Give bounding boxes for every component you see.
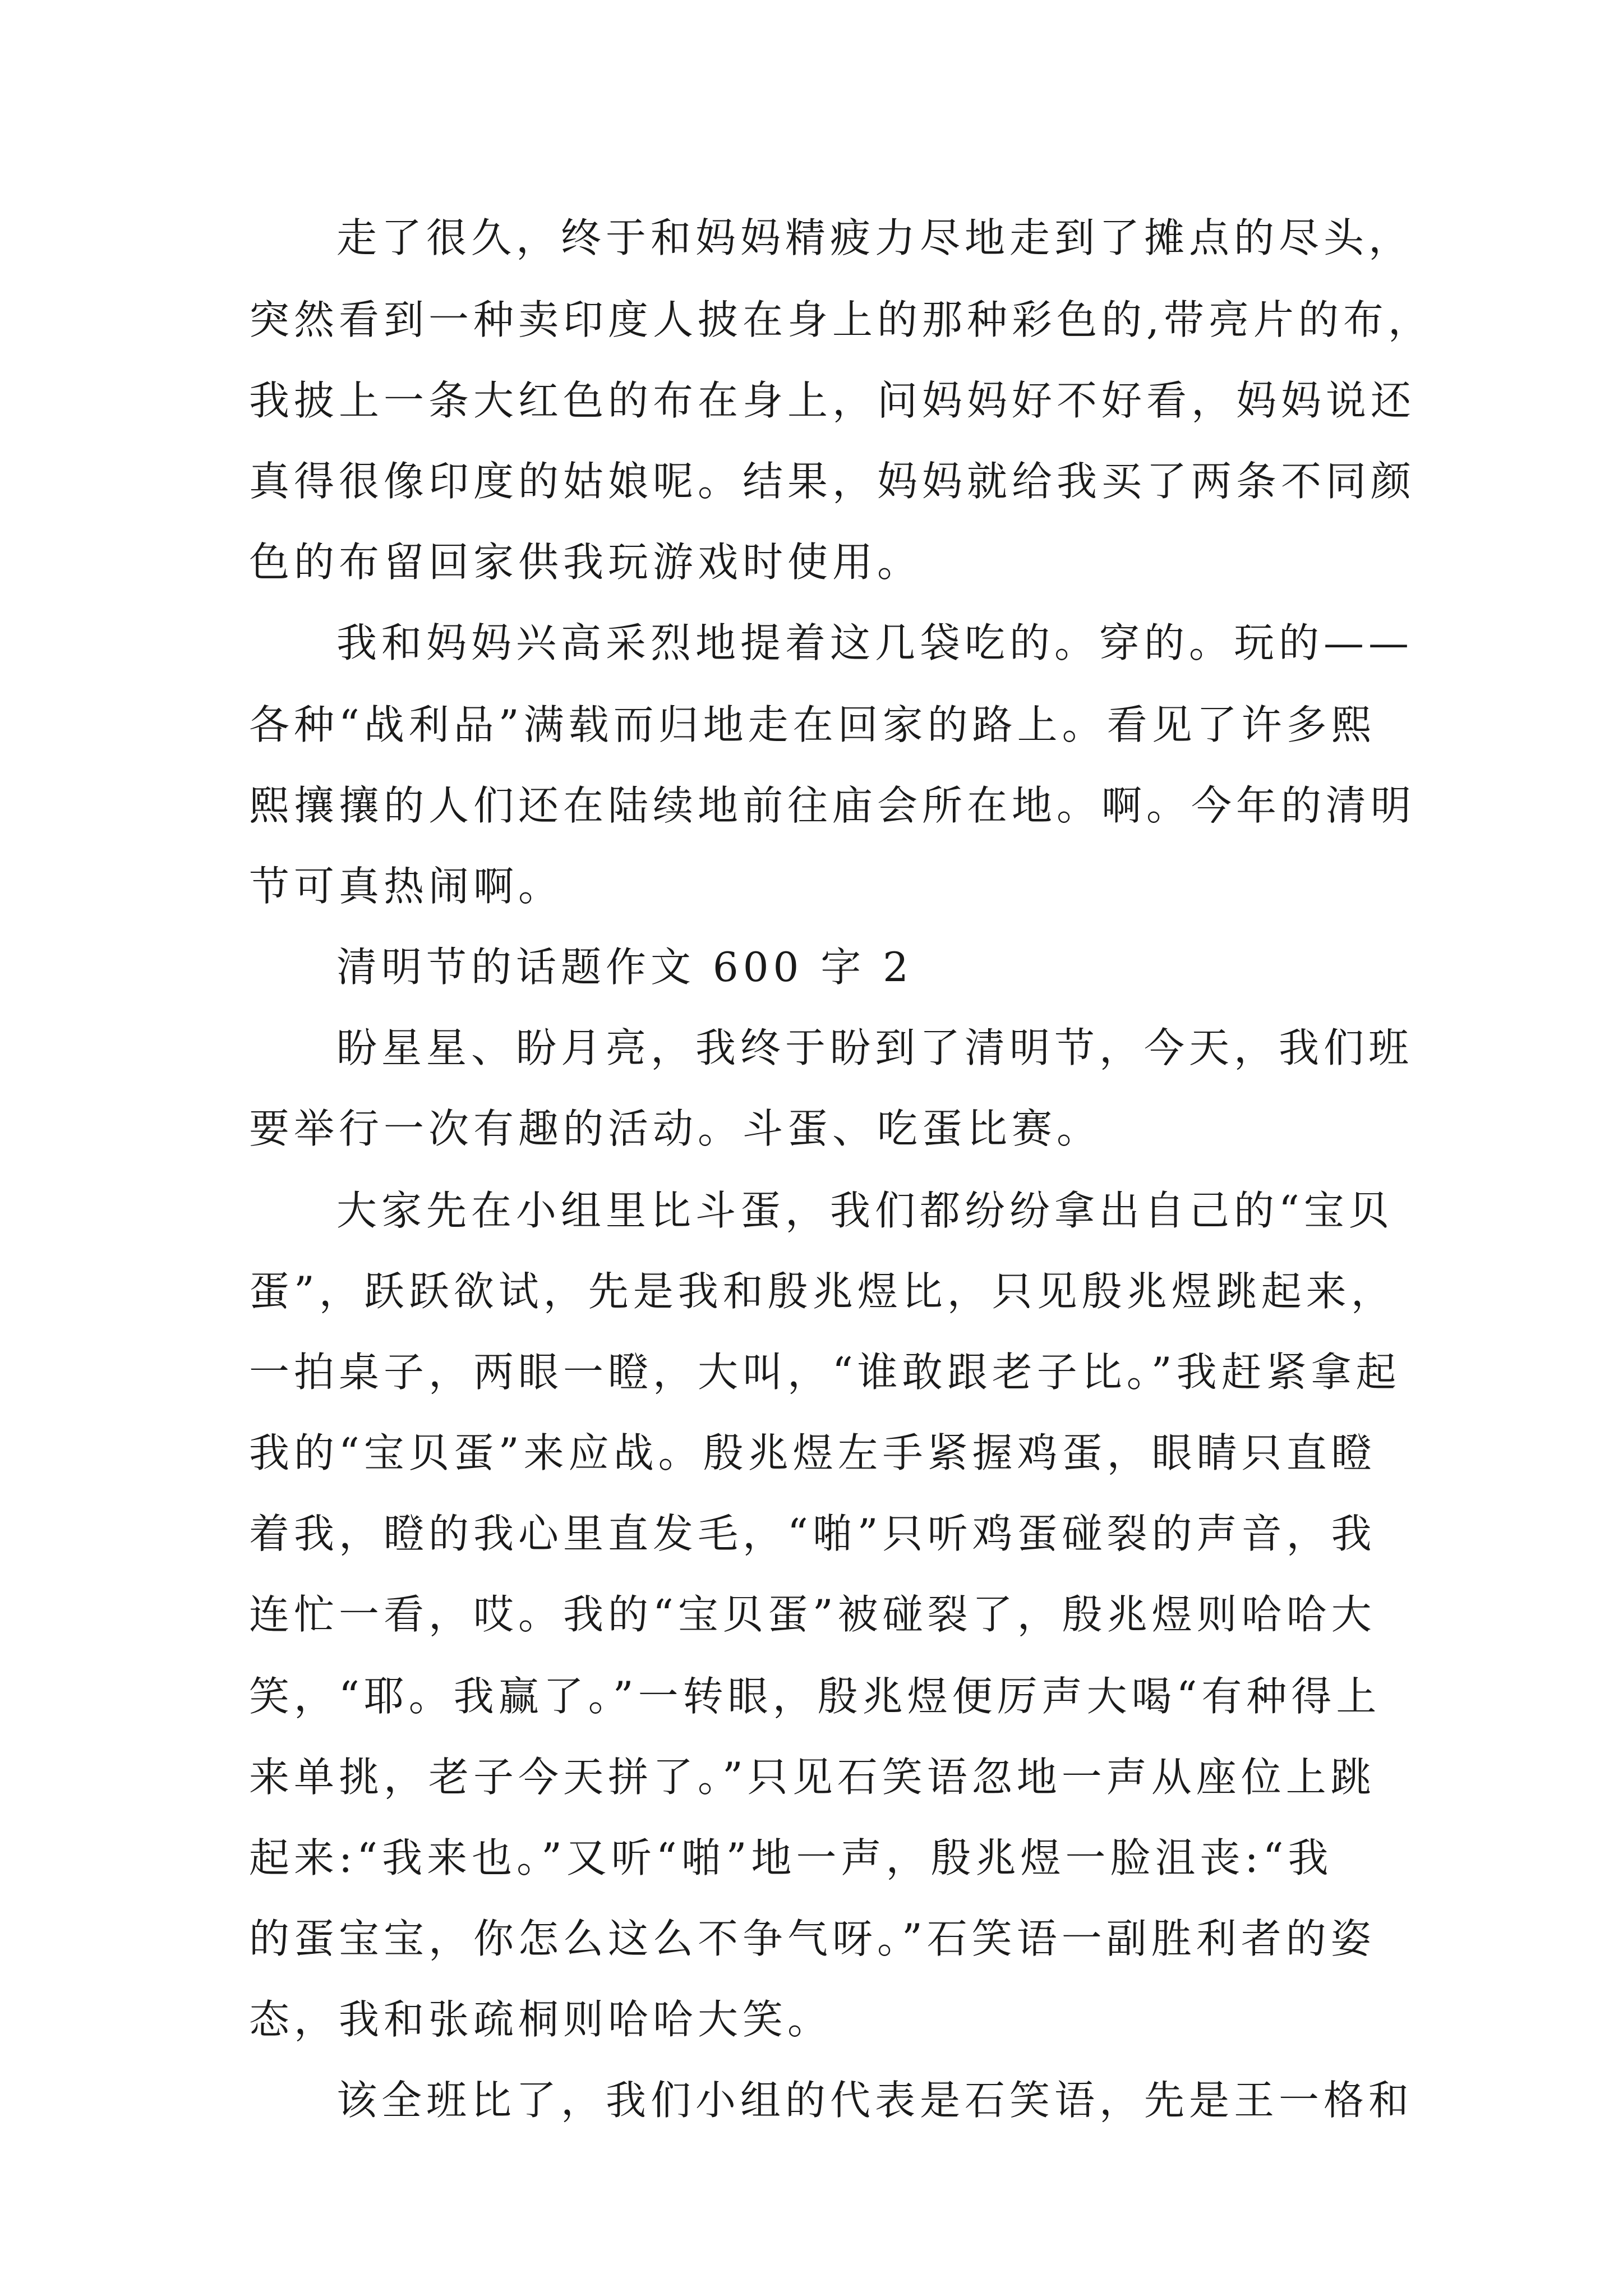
text-line: 该全班比了，我们小组的代表是石笑语，先是王一格和 bbox=[336, 2077, 1414, 2124]
text-line: 盼星星、盼月亮，我终于盼到了清明节，今天，我们班 bbox=[336, 1024, 1414, 1071]
text-line: 真得很像印度的姑娘呢。结果，妈妈就给我买了两条不同颜 bbox=[249, 458, 1416, 505]
text-line: 大家先在小组里比斗蛋，我们都纷纷拿出自己的“宝贝 bbox=[336, 1187, 1394, 1234]
text-line: 蛋”，跃跃欲试，先是我和殷兆煜比，只见殷兆煜跳起来， bbox=[249, 1268, 1396, 1315]
text-line: 的蛋宝宝，你怎么这么不争气呀。”石笑语一副胜利者的姿 bbox=[249, 1915, 1376, 1962]
text-line: 色的布留回家供我玩游戏时使用。 bbox=[249, 539, 923, 586]
text-line: 走了很久，终于和妈妈精疲力尽地走到了摊点的尽头， bbox=[336, 214, 1414, 261]
text-line: 着我，瞪的我心里直发毛，“啪”只听鸡蛋碰裂的声音，我 bbox=[249, 1510, 1376, 1557]
text-line: 要举行一次有趣的活动。斗蛋、吃蛋比赛。 bbox=[249, 1105, 1102, 1152]
text-line: 节可真热闹啊。 bbox=[249, 863, 564, 910]
text-line: 连忙一看，哎。我的“宝贝蛋”被碰裂了，殷兆煜则哈哈大 bbox=[249, 1591, 1376, 1638]
section-heading: 清明节的话题作文 600 字 2 bbox=[336, 944, 913, 991]
text-line: 我披上一条大红色的布在身上，问妈妈好不好看，妈妈说还 bbox=[249, 377, 1416, 424]
text-line: 我的“宝贝蛋”来应战。殷兆煜左手紧握鸡蛋，眼睛只直瞪 bbox=[249, 1429, 1376, 1476]
text-line: 来单挑，老子今天拼了。”只见石笑语忽地一声从座位上跳 bbox=[249, 1754, 1376, 1801]
text-line: 一拍桌子，两眼一瞪，大叫，“谁敢跟老子比。”我赶紧拿起 bbox=[249, 1349, 1401, 1396]
text-line: 突然看到一种卖印度人披在身上的那种彩色的,带亮片的布， bbox=[249, 296, 1433, 343]
text-line: 笑，“耶。我赢了。”一转眼，殷兆煜便厉声大喝“有种得上 bbox=[249, 1673, 1381, 1720]
text-line: 我和妈妈兴高采烈地提着这几袋吃的。穿的。玩的—— bbox=[336, 619, 1414, 666]
text-line: 态，我和张疏桐则哈哈大笑。 bbox=[249, 1996, 833, 2043]
text-line: 起来:“我来也。”又听“啪”地一声，殷兆煜一脸沮丧:“我 bbox=[249, 1834, 1333, 1881]
text-line: 熙攘攘的人们还在陆续地前往庙会所在地。啊。今年的清明 bbox=[249, 782, 1416, 829]
text-line: 各种“战利品”满载而归地走在回家的路上。看见了许多熙 bbox=[249, 701, 1376, 748]
